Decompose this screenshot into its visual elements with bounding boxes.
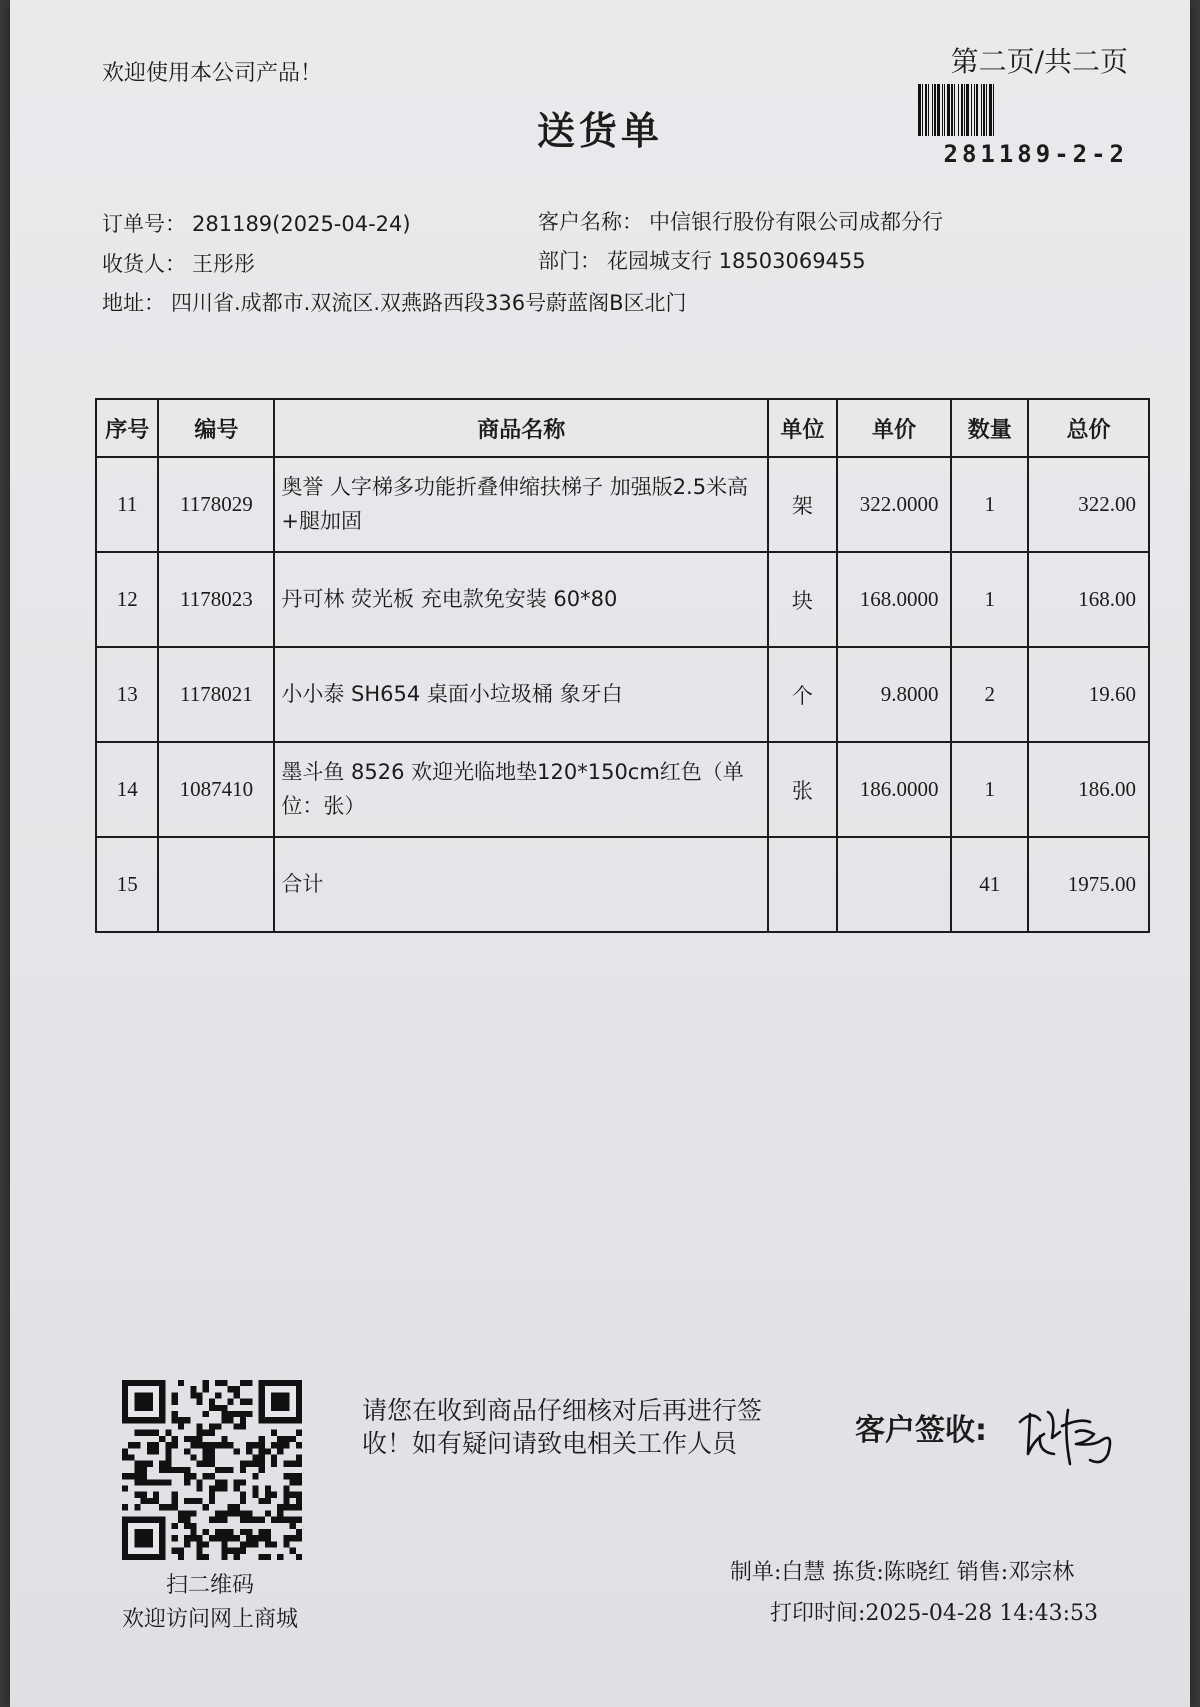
customer-name-value: 中信银行股份有限公司成都分行 (649, 210, 943, 234)
cell-grand-total: 1975.00 (1028, 837, 1149, 932)
cell-code: 1178023 (158, 552, 274, 647)
customer-name (538, 206, 943, 236)
column-header-total: 总价 (1028, 399, 1149, 457)
cell-code: 1178021 (158, 647, 274, 742)
column-header-seq: 序号 (96, 399, 158, 457)
staff-info: 制单:白慧 拣货:陈晓红 销售:邓宗林 (730, 1560, 1075, 1585)
cell-seq: 11 (96, 457, 158, 552)
signature-label: 客户签收: (855, 1413, 987, 1448)
items-table (95, 398, 1150, 933)
document-title: 送货单 (536, 109, 663, 153)
cell-name: 墨斗鱼 8526 欢迎光临地垫120*150cm红色（单位：张） (274, 742, 768, 837)
department-label: 部门： (538, 249, 601, 273)
cell-price (837, 837, 952, 932)
address (102, 287, 687, 317)
cell-price: 322.0000 (837, 457, 952, 552)
page-indicator: 第二页/共二页 (950, 45, 1128, 78)
qr-code-image (122, 1380, 302, 1560)
customer-signature (1010, 1392, 1130, 1472)
cell-name: 小小泰 SH654 桌面小垃圾桶 象牙白 (274, 647, 768, 742)
column-header-unit: 单位 (768, 399, 837, 457)
cell-unit: 架 (768, 457, 837, 552)
cell-name: 丹可林 荧光板 充电款免安装 60*80 (274, 552, 768, 647)
cell-code: 1178029 (158, 457, 274, 552)
customer-name-label: 客户名称： (538, 210, 643, 234)
cell-price: 186.0000 (837, 742, 952, 837)
address-value: 四川省.成都市.双流区.双燕路西段336号蔚蓝阁B区北门 (171, 291, 687, 315)
department-value: 花园城支行 18503069455 (607, 249, 866, 273)
cell-unit (768, 837, 837, 932)
receiver-label: 收货人： (102, 252, 186, 276)
column-header-price: 单价 (837, 399, 952, 457)
receiver-value: 王彤彤 (192, 252, 255, 276)
page-info-block (918, 40, 1128, 168)
order-number-value: 281189(2025-04-24) (192, 212, 411, 236)
print-time: 打印时间:2025-04-28 14:43:53 (770, 1601, 1099, 1626)
cell-unit: 个 (768, 647, 837, 742)
column-header-name: 商品名称 (274, 399, 768, 457)
department (538, 245, 866, 275)
cell-qty: 1 (951, 457, 1028, 552)
address-label: 地址： (102, 291, 165, 315)
cell-qty: 2 (951, 647, 1028, 742)
table-row (96, 552, 1149, 647)
receipt-notice: 请您在收到商品仔细核对后再进行签收！如有疑问请致电相关工作人员 (362, 1396, 763, 1458)
table-row (96, 457, 1149, 552)
cell-qty: 1 (951, 742, 1028, 837)
order-number-label: 订单号： (102, 212, 186, 236)
column-header-code: 编号 (158, 399, 274, 457)
cell-total: 19.60 (1028, 647, 1149, 742)
cell-total: 322.00 (1028, 457, 1149, 552)
cell-total: 186.00 (1028, 742, 1149, 837)
cell-seq: 12 (96, 552, 158, 647)
cell-unit: 块 (768, 552, 837, 647)
cell-unit: 张 (768, 742, 837, 837)
cell-total: 168.00 (1028, 552, 1149, 647)
cell-name: 奥誉 人字梯多功能折叠伸缩扶梯子 加强版2.5米高+腿加固 (274, 457, 768, 552)
table-row (96, 647, 1149, 742)
table-header-row (96, 399, 1149, 457)
qr-caption-scan: 扫二维码 (165, 1573, 254, 1598)
cell-code (158, 837, 274, 932)
welcome-text: 欢迎使用本公司产品！ (102, 61, 323, 86)
cell-qty: 1 (951, 552, 1028, 647)
delivery-note-paper (10, 0, 1190, 1707)
cell-total-label: 合计 (274, 837, 768, 932)
order-number (102, 208, 411, 238)
cell-seq: 15 (96, 837, 158, 932)
table-total-row (96, 837, 1149, 932)
cell-seq: 13 (96, 647, 158, 742)
qr-caption-shop: 欢迎访问网上商城 (121, 1607, 298, 1632)
cell-qty-total: 41 (951, 837, 1028, 932)
column-header-qty: 数量 (951, 399, 1028, 457)
cell-price: 168.0000 (837, 552, 952, 647)
barcode-image (918, 84, 1128, 136)
cell-code: 1087410 (158, 742, 274, 837)
cell-seq: 14 (96, 742, 158, 837)
receiver (102, 248, 255, 278)
barcode-number: 281189-2-2 (943, 140, 1128, 168)
cell-price: 9.8000 (837, 647, 952, 742)
table-row (96, 742, 1149, 837)
